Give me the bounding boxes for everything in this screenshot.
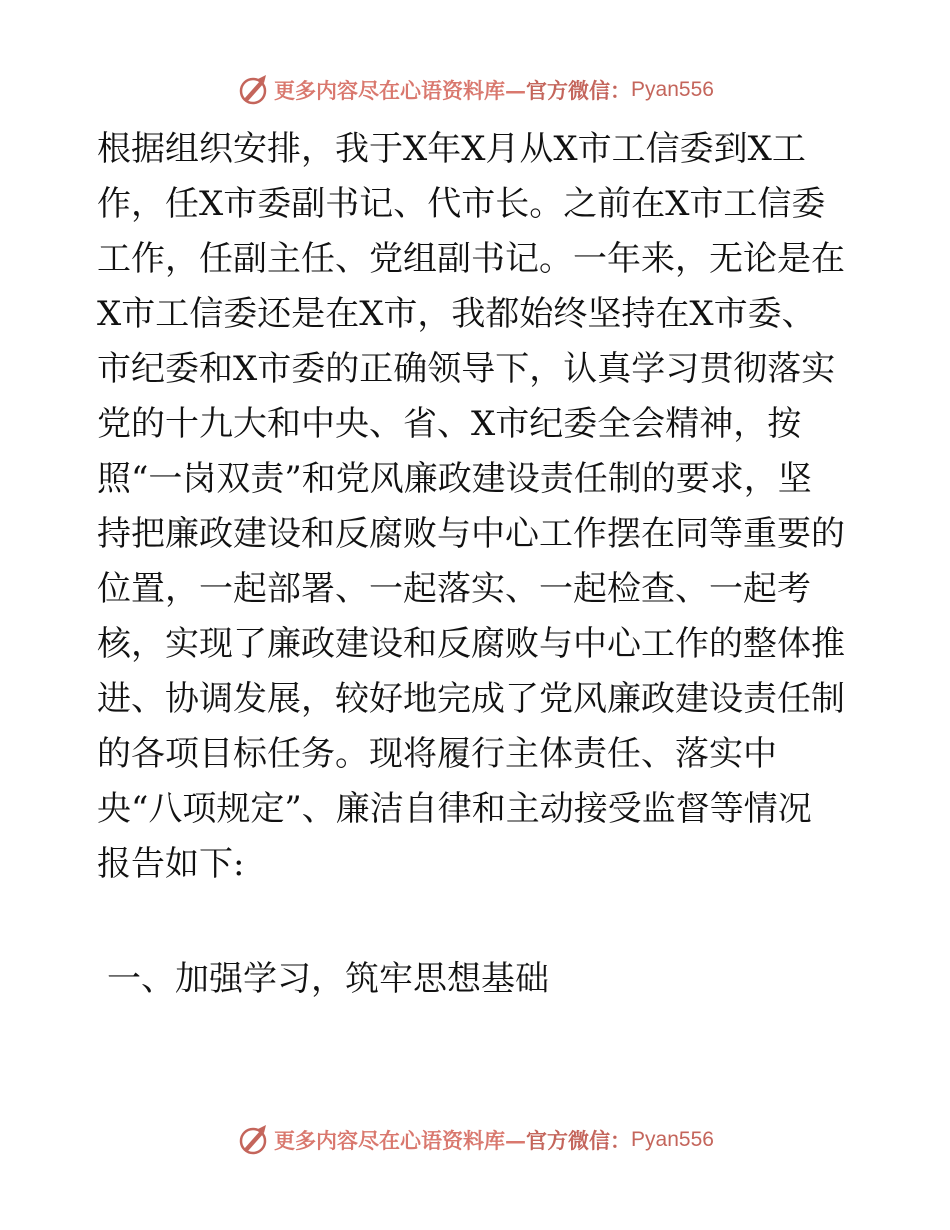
watermark-official-label: 官方微信： bbox=[526, 1128, 632, 1153]
paragraph-line: 位置，一起部署、一起落实、一起检查、一起考 bbox=[97, 569, 811, 609]
paragraph-line: 市纪委和X市委的正确领导下，认真学习贯彻落实 bbox=[97, 349, 836, 389]
watermark-wechat-id: Pyan556 bbox=[631, 78, 714, 101]
paragraph-line: 工作，任副主任、党组副书记。一年来，无论是在 bbox=[97, 239, 845, 279]
watermark-main-text: 更多内容尽在心语资料库 bbox=[274, 1128, 506, 1153]
paragraph-line: 根据组织安排，我于X年X月从X市工信委到X工 bbox=[97, 129, 806, 169]
header-watermark bbox=[0, 70, 950, 110]
paragraph-line: X市工信委还是在X市，我都始终坚持在X市委、 bbox=[97, 294, 816, 334]
watermark-main-text: 更多内容尽在心语资料库 bbox=[274, 78, 506, 103]
pen-circle-logo-icon bbox=[236, 1123, 270, 1157]
paragraph-line: 进、协调发展，较好地完成了党风廉政建设责任制 bbox=[97, 679, 845, 719]
watermark-dash: — bbox=[505, 1127, 527, 1153]
pen-circle-logo-icon bbox=[236, 73, 270, 107]
paragraph-line: 央“八项规定”、廉洁自律和主动接受监督等情况 bbox=[97, 789, 812, 829]
paragraph-line: 的各项目标任务。现将履行主体责任、落实中 bbox=[97, 734, 777, 774]
footer-watermark bbox=[0, 1120, 950, 1160]
paragraph-line: 作，任X市委副书记、代市长。之前在X市工信委 bbox=[97, 184, 826, 224]
watermark-dash: — bbox=[505, 77, 527, 103]
paragraph-line: 核，实现了廉政建设和反腐败与中心工作的整体推 bbox=[97, 624, 845, 664]
section-heading: 一、加强学习，筑牢思想基础 bbox=[107, 959, 549, 999]
paragraph-line: 照“一岗双责”和党风廉政建设责任制的要求，坚 bbox=[97, 459, 812, 499]
paragraph-line: 报告如下: bbox=[97, 844, 245, 884]
watermark-wechat-id: Pyan556 bbox=[631, 1128, 714, 1151]
paragraph-line: 持把廉政建设和反腐败与中心工作摆在同等重要的 bbox=[97, 514, 845, 554]
report-paragraph bbox=[97, 122, 857, 892]
watermark-official-label: 官方微信： bbox=[526, 78, 632, 103]
paragraph-line: 党的十九大和中央、省、X市纪委全会精神，按 bbox=[97, 404, 802, 444]
